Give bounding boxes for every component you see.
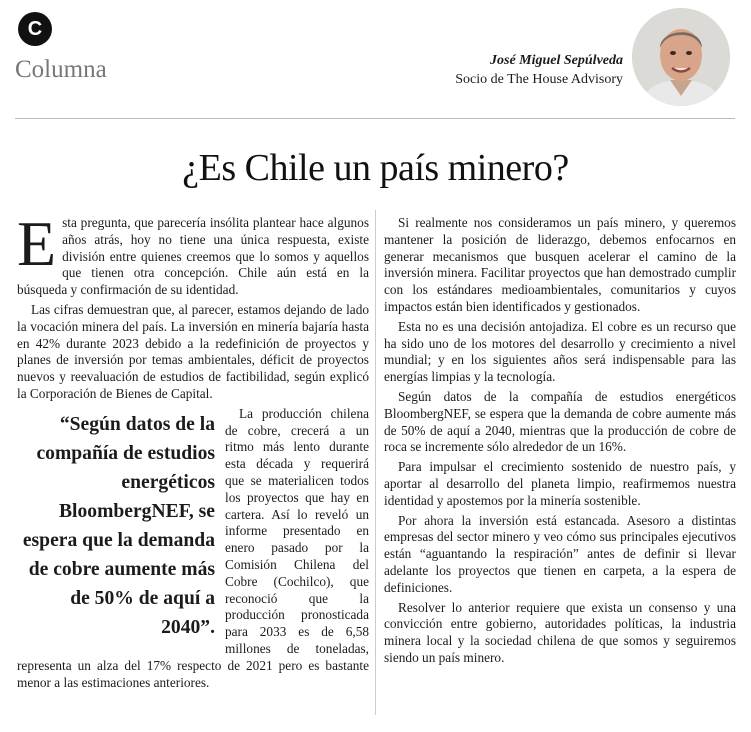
- headline: ¿Es Chile un país minero?: [182, 147, 569, 189]
- right-paragraph-1: Si realmente nos consideramos un país minero, y queremos mantener la posición de liderazgo, debemos enfocarnos en generar mecanismos que busquen acelerar el camino de la inversión minera. Facilitar proyectos que han demostrado cumplir con los estándares medioambientales, comunitarios y cuyos impactos están bien identificados y gestionados.: [384, 215, 736, 314]
- right-paragraph-6: Resolver lo anterior requiere que exista un consenso y una convicción entre gobierno, autoridades políticas, la industria minera local y la sociedad chilena de que somos y seguiremos siendo un país minero.: [384, 599, 736, 665]
- drop-cap: E: [17, 208, 57, 279]
- section-label: Columna: [15, 56, 107, 83]
- header-rule: [15, 118, 735, 119]
- right-paragraph-2: Esta no es una decisión antojadiza. El cobre es un recurso que ha sido uno de los motores del desarrollo y crecimiento a nivel mundial; y en los siguientes años será indispensable para las energías limpias y la tecnología.: [384, 318, 736, 385]
- left-paragraph-1: Esta pregunta, que parecería insólita plantear hace algunos años atrás, hoy no tiene una única respuesta, existe división entre quienes creemos que lo somos y aquellos que tienen otra concepción. Chile aún está en la búsqueda y confirmación de su identidad.: [17, 208, 369, 298]
- author-portrait-image: [632, 8, 730, 106]
- author-photo: [632, 8, 730, 106]
- left-column: [17, 208, 369, 694]
- column-badge: C: [18, 12, 52, 46]
- pull-quote: “Según datos de la compañía de estudios energéticos BloombergNEF, se espera que la demanda de cobre aumente más de 50% de aquí a 2040”.: [22, 413, 215, 638]
- author-role: Socio de The House Advisory: [455, 72, 623, 87]
- right-paragraph-5: Por ahora la inversión está estancada. Asesoro a distintas empresas del sector minero y veo cómo sus principales ejecutivos están “aguantando la respiración” antes de definir si llevar adelante los proyectos que tienen en carpeta, a la espera de definiciones.: [384, 512, 736, 595]
- column-divider: [375, 210, 376, 715]
- right-paragraph-4: Para impulsar el crecimiento sostenido de nuestro país, y aportar al desarrollo del planeta limpio, reafirmemos nuestra identidad y apostemos por la minería sostenible.: [384, 459, 736, 508]
- right-paragraph-3: Según datos de la compañía de estudios energéticos BloombergNEF, se espera que la demanda de cobre aumente más de 50% de aquí a 2040, mientras que la producción de cobre de roca se incremente sólo alrededor de un 16%.: [384, 388, 736, 455]
- left-paragraph-3: La producción chilena de cobre, crecerá a un ritmo más lento durante esta década y requerirá que se materialicen todos los proyectos que hay en cartera. Así lo reveló un informe presentado en enero pasado por la Comisión Chilena del Cobre (Cochilco), que reconoció que la producción pronosticada para 2033 es de 6,58 millones de toneladas, representa un alza del 17% respecto de 2021 pero es bastante menor a las estimaciones anteriores.: [17, 405, 369, 690]
- left-paragraph-2: Las cifras demuestran que, al parecer, estamos dejando de lado la vocación minera del país. La inversión en minería bajaría hasta en 42% durante 2023 debido a la redefinición de proyectos y planes de inversión por temas ambientales, déficit de proyectos nuevos y reevaluación de estudios de factibilidad, según explicó la Corporación de Bienes de Capital.: [17, 301, 369, 401]
- right-column: [384, 215, 736, 670]
- author-name: José Miguel Sepúlveda: [490, 53, 623, 68]
